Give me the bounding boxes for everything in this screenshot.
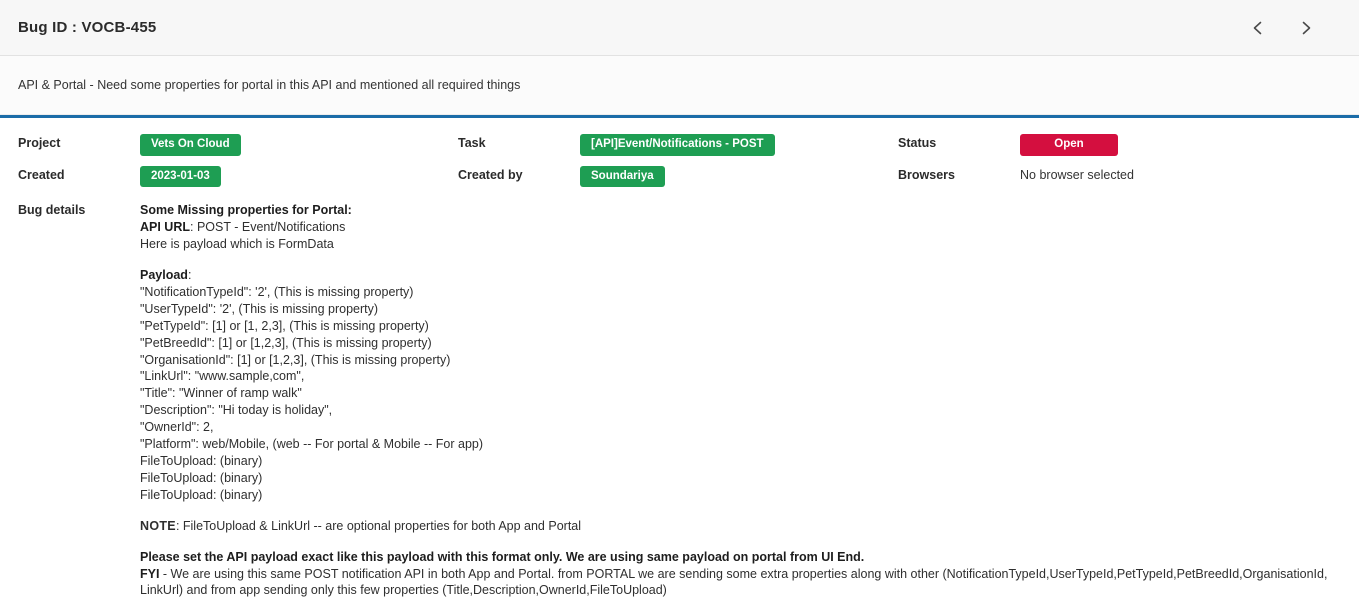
bug-summary-bar xyxy=(0,56,1359,115)
created-by-tag: Soundariya xyxy=(580,166,665,188)
note-text: : FileToUpload & LinkUrl -- are optional properties for both App and Portal xyxy=(175,518,582,533)
bug-details-body xyxy=(140,201,1341,599)
payload-line: FileToUpload: (binary) xyxy=(140,487,263,502)
payload-line: "Platform": web/Mobile, (web -- For portal & Mobile -- For app) xyxy=(140,437,484,452)
note-line xyxy=(140,518,1341,535)
payload-line: "PetTypeId": [1] or [1, 2,3], (This is missing property) xyxy=(140,318,429,333)
fyi-label: FYI xyxy=(140,566,160,581)
created-date-tag: 2023-01-03 xyxy=(140,166,221,188)
bug-details-heading: Some Missing properties for Portal: xyxy=(140,203,352,218)
payload-line: "LinkUrl": "www.sample,com", xyxy=(140,369,305,384)
payload-instruction: Please set the API payload exact like this payload with this format only. We are using same payload on portal from UI End. xyxy=(140,549,865,564)
created-by-label: Created by xyxy=(458,167,523,182)
payload-line: "PetBreedId": [1] or [1,2,3], (This is missing property) xyxy=(140,335,432,350)
api-url-label: API URL xyxy=(140,220,190,235)
spacer-1 xyxy=(140,253,1341,267)
note-label: NOTE xyxy=(140,518,176,533)
created-value-cell xyxy=(140,166,458,188)
fyi-text: - We are using this same POST notification API in both App and Portal. from PORTAL we are sending some extra properties along with other (NotificationTypeId,UserTypeId,PetTypeId,PetBreedId,OrganisationId, LinkUrl) and from app sending only this few properties (Title,Description,OwnerId,FileToUpload) xyxy=(140,566,1331,598)
record-navigation xyxy=(1249,19,1341,37)
payload-line: "OwnerId": 2, xyxy=(140,420,214,435)
bug-details-section xyxy=(0,118,1359,599)
payload-line: "NotificationTypeId": '2', (This is missing property) xyxy=(140,284,414,299)
bug-summary-text: API & Portal - Need some properties for portal in this API and mentioned all required things xyxy=(18,78,521,92)
payload-line: "Description": "Hi today is holiday", xyxy=(140,403,333,418)
payload-line: FileToUpload: (binary) xyxy=(140,470,263,485)
created-label: Created xyxy=(18,167,65,182)
payload-line: "OrganisationId": [1] or [1,2,3], (This is missing property) xyxy=(140,352,451,367)
project-label: Project xyxy=(18,136,61,150)
spacer-2 xyxy=(140,504,1341,518)
project-value-cell xyxy=(140,134,458,156)
payload-line: "UserTypeId": '2', (This is missing property) xyxy=(140,301,379,316)
payload-colon: : xyxy=(187,268,192,282)
created-by-value-cell xyxy=(580,166,898,188)
project-tag: Vets On Cloud xyxy=(140,134,241,156)
browsers-value: No browser selected xyxy=(1020,167,1134,182)
status-badge: Open xyxy=(1020,134,1118,156)
status-value-cell xyxy=(1020,134,1341,156)
bug-details-label: Bug details xyxy=(18,203,86,218)
payload-format-note: Here is payload which is FormData xyxy=(140,237,334,252)
api-url-line xyxy=(140,219,1341,236)
payload-label: Payload xyxy=(140,268,188,282)
spacer-3 xyxy=(140,535,1341,549)
task-tag: [API]Event/Notifications - POST xyxy=(580,134,775,156)
task-label: Task xyxy=(458,136,486,150)
chevron-right-icon[interactable] xyxy=(1297,19,1315,37)
detail-row-1 xyxy=(18,134,1341,156)
status-label: Status xyxy=(898,136,937,150)
page-header xyxy=(0,0,1359,56)
api-url-value: : POST - Event/Notifications xyxy=(190,220,346,235)
payload-line: "Title": "Winner of ramp walk" xyxy=(140,386,302,401)
payload-line: FileToUpload: (binary) xyxy=(140,453,263,468)
page-title: Bug ID : VOCB-455 xyxy=(18,19,157,36)
task-value-cell xyxy=(580,134,898,156)
fyi-line xyxy=(140,566,1341,600)
browsers-value-cell xyxy=(1020,166,1341,184)
payload-heading xyxy=(140,267,1341,284)
chevron-left-icon[interactable] xyxy=(1249,19,1267,37)
detail-row-2 xyxy=(18,166,1341,188)
browsers-label: Browsers xyxy=(898,167,955,182)
bug-details-row xyxy=(18,201,1341,599)
